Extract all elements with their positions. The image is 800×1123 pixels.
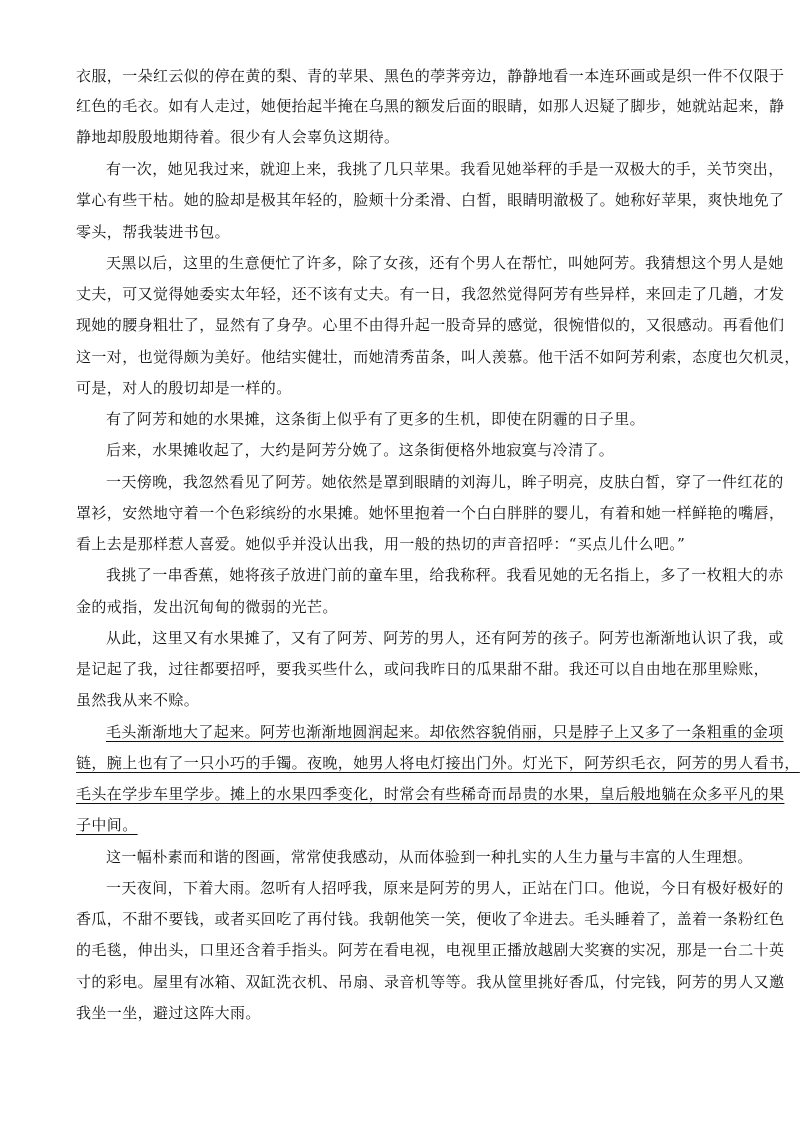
line-text: 丈夫，可又觉得她委实太年轻，还不该有丈夫。有一日，我忽然觉得阿芳有些异样，来回走了几趟，才发 bbox=[76, 285, 785, 303]
line-text: 的毛毯，伸出头，口里还含着手指头。阿芳在看电视，电视里正播放越剧大奖赛的实况，那是一台二十英 bbox=[76, 941, 785, 959]
line-text: 掌心有些干枯。她的脸却是极其年轻的，脸颊十分柔滑、白皙，眼睛明澈极了。她称好苹果，爽快地免了 bbox=[76, 191, 785, 209]
text-line bbox=[76, 284, 785, 304]
text-line bbox=[76, 96, 785, 116]
line-text: 香瓜，不甜不要钱，或者买回吃了再付钱。我朝他笑一笑，便收了伞进去。毛头睡着了，盖着一条粉红色 bbox=[76, 910, 785, 928]
line-text: 有一次，她见我过来，就迎上来，我挑了几只苹果。我看见她举秤的手是一双极大的手，关节突出， bbox=[106, 160, 784, 178]
line-text: 衣服，一朵红云似的停在黄的梨、青的苹果、黑色的荸荠旁边，静静地看一本连环画或是织一件不仅限于 bbox=[76, 67, 785, 85]
line-text: 毛头在学步车里学步。摊上的水果四季变化，时常会有些稀奇而昂贵的水果，皇后般地躺在众多平凡的果 bbox=[76, 785, 785, 803]
line-text: 寸的彩电。屋里有冰箱、双缸洗衣机、吊扇、录音机等等。我从筐里挑好香瓜，付完钱，阿芳的男人又邀 bbox=[76, 973, 785, 991]
line-text: 零头，帮我装进书包。 bbox=[76, 223, 231, 241]
line-text: 这一对，也觉得颇为美好。他结实健壮，而她清秀苗条，叫人羡慕。他干活不如阿芳利索，态度也欠机灵， bbox=[76, 348, 800, 366]
text-line bbox=[106, 628, 784, 648]
text-line bbox=[76, 127, 722, 147]
text-line bbox=[106, 472, 784, 492]
line-text: 我挑了一串香蕉，她将孩子放进门前的童车里，给我称秤。我看见她的无名指上，多了一枚粗大的赤 bbox=[106, 566, 784, 584]
line-text: 一天傍晚，我忽然看见了阿芳。她依然是罩到眼睛的刘海儿，眸子明亮，皮肤白皙，穿了一件红花的 bbox=[106, 473, 784, 491]
text-line bbox=[76, 222, 722, 242]
text-line bbox=[76, 315, 785, 335]
text-line bbox=[76, 972, 785, 992]
text-line bbox=[76, 940, 785, 960]
text-line bbox=[106, 253, 784, 273]
line-text: 可是，对人的殷切却是一样的。 bbox=[76, 379, 292, 397]
line-text: 一天夜间，下着大雨。忽听有人招呼我，原来是阿芳的男人，正站在门口。他说，今日有极好极好的 bbox=[106, 879, 784, 897]
text-line bbox=[106, 440, 722, 460]
text-line bbox=[76, 1003, 722, 1023]
line-text: 链，腕上也有了一只小巧的手镯。夜晚，她男人将电灯接出门外。灯光下，阿芳织毛衣，阿芳的男人看书， bbox=[76, 754, 800, 772]
line-text: 是记起了我，过往都要招呼，要我买些什么，或问我昨日的瓜果甜不甜。我还可以自由地在那里赊账， bbox=[76, 660, 770, 678]
text-line bbox=[76, 597, 722, 617]
underlined-text-line bbox=[76, 784, 785, 804]
line-text: 静地却殷殷地期待着。很少有人会辜负这期待。 bbox=[76, 128, 400, 146]
line-text: 有了阿芳和她的水果摊，这条街上似乎有了更多的生机，即使在阴霾的日子里。 bbox=[106, 410, 646, 428]
text-line bbox=[76, 190, 785, 210]
line-text: 金的戒指，发出沉甸甸的微弱的光芒。 bbox=[76, 598, 338, 616]
line-text: 红色的毛衣。如有人走过，她便抬起半掩在乌黑的额发后面的眼睛，如那人迟疑了脚步，她就站起来，静 bbox=[76, 97, 785, 115]
underlined-text-line bbox=[76, 815, 722, 835]
text-line bbox=[106, 847, 753, 867]
text-line bbox=[76, 66, 785, 86]
text-line bbox=[76, 503, 785, 523]
text-line bbox=[106, 565, 784, 585]
line-text: 罩衫，安然地守着一个色彩缤纷的水果摊。她怀里抱着一个白白胖胖的婴儿，有着和她一样鲜艳的嘴唇， bbox=[76, 504, 785, 522]
text-line bbox=[106, 159, 784, 179]
line-text: 看上去是那样惹人喜爱。她似乎并没认出我，用一般的热切的声音招呼：“买点儿什么吧。” bbox=[76, 535, 686, 553]
line-text: 子中间。 bbox=[76, 816, 138, 834]
line-text: 这一幅朴素而和谐的图画，常常使我感动，从而体验到一种扎实的人生力量与丰富的人生理想。 bbox=[106, 848, 753, 866]
text-line bbox=[76, 378, 722, 398]
line-text: 天黑以后，这里的生意便忙了许多，除了女孩，还有个男人在帮忙，叫她阿芳。我猜想这个男人是她 bbox=[106, 254, 784, 272]
line-text: 虽然我从来不赊。 bbox=[76, 691, 200, 709]
text-line bbox=[106, 878, 784, 898]
text-line bbox=[76, 690, 722, 710]
line-text: 毛头渐渐地大了起来。阿芳也渐渐地圆润起来。却依然容貌俏丽，只是脖子上又多了一条粗重的金项 bbox=[106, 723, 784, 741]
line-text: 现她的腰身粗壮了，显然有了身孕。心里不由得升起一股奇异的感觉，很惋惜似的，又很感动。再看他们 bbox=[76, 316, 785, 334]
line-text: 我坐一坐，避过这阵大雨。 bbox=[76, 1004, 261, 1022]
text-line bbox=[76, 659, 770, 679]
text-line bbox=[76, 909, 785, 929]
text-line bbox=[76, 534, 722, 554]
text-line bbox=[76, 347, 800, 367]
line-text: 后来，水果摊收起了，大约是阿芳分娩了。这条街便格外地寂寞与冷清了。 bbox=[106, 441, 615, 459]
text-line bbox=[106, 409, 722, 429]
underlined-text-line bbox=[106, 722, 784, 742]
underlined-text-line bbox=[76, 753, 800, 773]
line-text: 从此，这里又有水果摊了，又有了阿芳、阿芳的男人，还有阿芳的孩子。阿芳也渐渐地认识了我，或 bbox=[106, 629, 784, 647]
